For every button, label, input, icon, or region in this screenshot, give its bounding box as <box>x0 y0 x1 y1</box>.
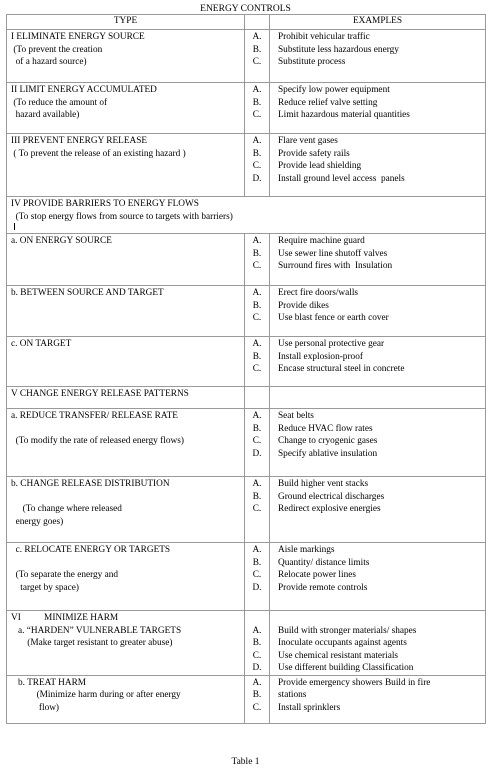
example-item: Prohibit vehicular traffic <box>278 32 370 42</box>
type-line: III PREVENT ENERGY RELEASE <box>11 136 148 146</box>
table-caption: Table 1 <box>231 757 260 767</box>
example-item: Surround fires with Insulation <box>278 261 393 271</box>
letter-cell <box>245 30 270 83</box>
column-header-spacer <box>245 15 270 30</box>
examples-cell <box>270 234 486 286</box>
example-item: Install ground level access panels <box>278 173 405 184</box>
example-item: Provide lead shielding <box>278 161 362 171</box>
item-letter: A. <box>252 479 262 489</box>
example-item: Require machine guard <box>278 236 365 246</box>
example-item: Ground electrical discharges <box>278 491 385 502</box>
item-letter: D. <box>252 663 262 673</box>
item-letter: A. <box>252 136 262 146</box>
type-cell <box>7 234 245 286</box>
header-row <box>7 15 486 30</box>
type-line: c. RELOCATE ENERGY OR TARGETS <box>11 545 171 555</box>
letter-cell <box>245 611 270 676</box>
type-line: b. BETWEEN SOURCE AND TARGET <box>11 288 164 298</box>
type-line: (To change where released <box>11 504 122 514</box>
type-line: (To reduce the amount of <box>11 97 108 108</box>
examples-cell <box>270 387 486 409</box>
energy-controls-table <box>6 14 486 724</box>
item-letter: C. <box>252 650 262 661</box>
examples-cell <box>270 134 486 197</box>
example-item: Provide safety rails <box>278 148 350 159</box>
table-row <box>7 234 486 286</box>
item-letter: B. <box>252 491 262 502</box>
item-letter: B. <box>252 638 262 648</box>
table-row <box>7 543 486 611</box>
table-row <box>7 477 486 543</box>
item-letter: A. <box>252 339 262 349</box>
letter-cell <box>245 387 270 409</box>
type-line: b. TREAT HARM <box>11 677 87 688</box>
example-item: Provide emergency showers Build in fire <box>278 677 431 688</box>
example-item: Install explosion-proof <box>278 351 363 362</box>
table-row <box>7 30 486 83</box>
example-item: Erect fire doors/walls <box>278 288 359 298</box>
letter-cell <box>245 409 270 477</box>
item-letter: B. <box>252 557 262 568</box>
text-cursor <box>14 223 15 230</box>
example-item: Use sewer line shutoff valves <box>278 248 388 259</box>
table-row <box>7 197 486 234</box>
item-letter: A. <box>252 545 262 555</box>
type-line: II LIMIT ENERGY ACCUMULATED <box>11 85 157 95</box>
example-item: Flare vent gases <box>278 136 338 146</box>
type-cell <box>7 387 245 409</box>
item-letter <box>245 612 269 625</box>
letter-cell <box>245 83 270 134</box>
type-line: V CHANGE ENERGY RELEASE PATTERNS <box>11 389 189 399</box>
item-letter: B. <box>252 300 262 311</box>
item-letter: B. <box>252 690 262 700</box>
type-line: I ELIMINATE ENERGY SOURCE <box>11 32 145 42</box>
examples-cell <box>270 337 486 387</box>
examples-cell <box>270 477 486 543</box>
type-line: (Make target resistant to greater abuse) <box>11 638 173 648</box>
examples-cell <box>270 83 486 134</box>
column-header-examples: EXAMPLES <box>270 15 486 30</box>
item-letter: D. <box>252 582 262 593</box>
example-item: Build with stronger materials/ shapes <box>278 625 417 636</box>
letter-cell <box>245 477 270 543</box>
example-item: Specify ablative insulation <box>278 448 378 459</box>
item-letter: C. <box>252 436 262 446</box>
example-item: Reduce HVAC flow rates <box>278 423 373 434</box>
type-cell <box>7 543 245 611</box>
table-title: ENERGY CONTROLS <box>200 4 291 14</box>
item-letter: A. <box>252 32 262 42</box>
examples-cell <box>270 675 486 723</box>
example-item: stations <box>278 690 307 700</box>
type-cell <box>7 611 245 676</box>
examples-cell <box>270 286 486 337</box>
letter-cell <box>245 234 270 286</box>
type-cell <box>7 409 245 477</box>
example-item <box>278 612 483 625</box>
type-line: flow) <box>11 702 60 713</box>
item-letter: A. <box>252 85 262 95</box>
item-letter: B. <box>252 97 262 108</box>
type-line: VI MINIMIZE HARM <box>11 613 119 623</box>
example-item: Build higher vent stacks <box>278 479 369 489</box>
example-item: Substitute process <box>278 57 346 67</box>
item-letter: D. <box>252 448 262 459</box>
example-item: Limit hazardous material quantities <box>278 110 410 120</box>
item-letter: C. <box>252 313 262 323</box>
example-item: Encase structural steel in concrete <box>278 364 405 374</box>
item-letter: A. <box>252 411 262 421</box>
type-cell <box>7 337 245 387</box>
type-line: target by space) <box>11 582 79 593</box>
letter-cell <box>245 134 270 197</box>
table-row <box>7 387 486 409</box>
examples-cell <box>270 543 486 611</box>
example-item: Provide dikes <box>278 300 329 311</box>
item-letter: C. <box>252 702 262 713</box>
example-item: Use different building Classification <box>278 663 414 673</box>
item-letter: C. <box>252 161 262 171</box>
type-line: ( To prevent the release of an existing hazard ) <box>11 148 186 159</box>
type-line: (To modify the rate of released energy flows) <box>11 436 184 446</box>
examples-cell <box>270 611 486 676</box>
item-letter: A. <box>252 677 262 688</box>
type-line: a. “HARDEN” VULNERABLE TARGETS <box>11 625 182 636</box>
item-letter: C. <box>252 110 262 120</box>
example-item: Inoculate occupants against agents <box>278 638 407 648</box>
type-line <box>11 557 242 570</box>
item-letter: A. <box>252 625 262 636</box>
example-item: Specify low power equipment <box>278 85 390 95</box>
type-line: a. ON ENERGY SOURCE <box>11 236 112 246</box>
table-row <box>7 337 486 387</box>
item-letter: A. <box>252 288 262 298</box>
table-row <box>7 611 486 676</box>
type-line: a. REDUCE TRANSFER/ RELEASE RATE <box>11 411 178 421</box>
type-line: energy goes) <box>11 516 64 527</box>
example-item: Use chemical resistant materials <box>278 650 399 661</box>
table-row <box>7 409 486 477</box>
item-letter: B. <box>252 44 262 55</box>
example-item: Install sprinklers <box>278 702 341 713</box>
example-item: Redirect explosive energies <box>278 504 381 514</box>
example-item: Quantity/ distance limits <box>278 557 370 568</box>
item-letter: B. <box>252 351 262 362</box>
item-letter: C. <box>252 570 262 580</box>
example-item: Substitute less hazardous energy <box>278 44 399 55</box>
item-letter: B. <box>252 423 262 434</box>
type-cell <box>7 30 245 83</box>
type-cell <box>7 83 245 134</box>
example-item: Provide remote controls <box>278 582 368 593</box>
example-item: Use personal protective gear <box>278 339 385 349</box>
item-letter: C. <box>252 57 262 67</box>
table-row <box>7 134 486 197</box>
type-line: (To prevent the creation <box>11 44 103 55</box>
table-row <box>7 83 486 134</box>
letter-cell <box>245 675 270 723</box>
type-line <box>11 423 242 436</box>
table-row <box>7 286 486 337</box>
type-cell <box>7 477 245 543</box>
example-item: Aisle markings <box>278 545 335 555</box>
type-line <box>11 491 242 504</box>
example-item: Change to cryogenic gases <box>278 436 378 446</box>
type-cell <box>7 675 245 723</box>
examples-cell <box>270 30 486 83</box>
item-letter: B. <box>252 148 262 159</box>
type-cell <box>7 286 245 337</box>
type-line: (To separate the energy and <box>11 570 119 580</box>
examples-cell <box>270 409 486 477</box>
letter-cell <box>245 543 270 611</box>
type-cell <box>7 134 245 197</box>
type-line: b. CHANGE RELEASE DISTRIBUTION <box>11 479 170 489</box>
item-letter: B. <box>252 248 262 259</box>
type-line: of a hazard source) <box>11 57 87 67</box>
table-row <box>7 675 486 723</box>
item-letter: C. <box>252 504 262 514</box>
letter-cell <box>245 337 270 387</box>
example-item: Seat belts <box>278 411 314 421</box>
letter-cell <box>245 286 270 337</box>
type-line: hazard available) <box>11 110 80 120</box>
example-item: Relocate power lines <box>278 570 356 580</box>
item-letter: C. <box>252 261 262 271</box>
section-heading-line: (To stop energy flows from source to targets with barriers) <box>11 211 233 222</box>
item-letter: D. <box>252 173 262 184</box>
example-item: Use blast fence or earth cover <box>278 313 389 323</box>
section-heading-cell <box>7 197 486 234</box>
item-letter: C. <box>252 364 262 374</box>
example-item: Reduce relief valve setting <box>278 97 378 108</box>
type-line: c. ON TARGET <box>11 339 72 349</box>
section-heading-line: IV PROVIDE BARRIERS TO ENERGY FLOWS <box>11 199 199 209</box>
type-line: (Minimize harm during or after energy <box>11 690 181 700</box>
column-header-type: TYPE <box>7 15 245 30</box>
item-letter: A. <box>252 236 262 246</box>
